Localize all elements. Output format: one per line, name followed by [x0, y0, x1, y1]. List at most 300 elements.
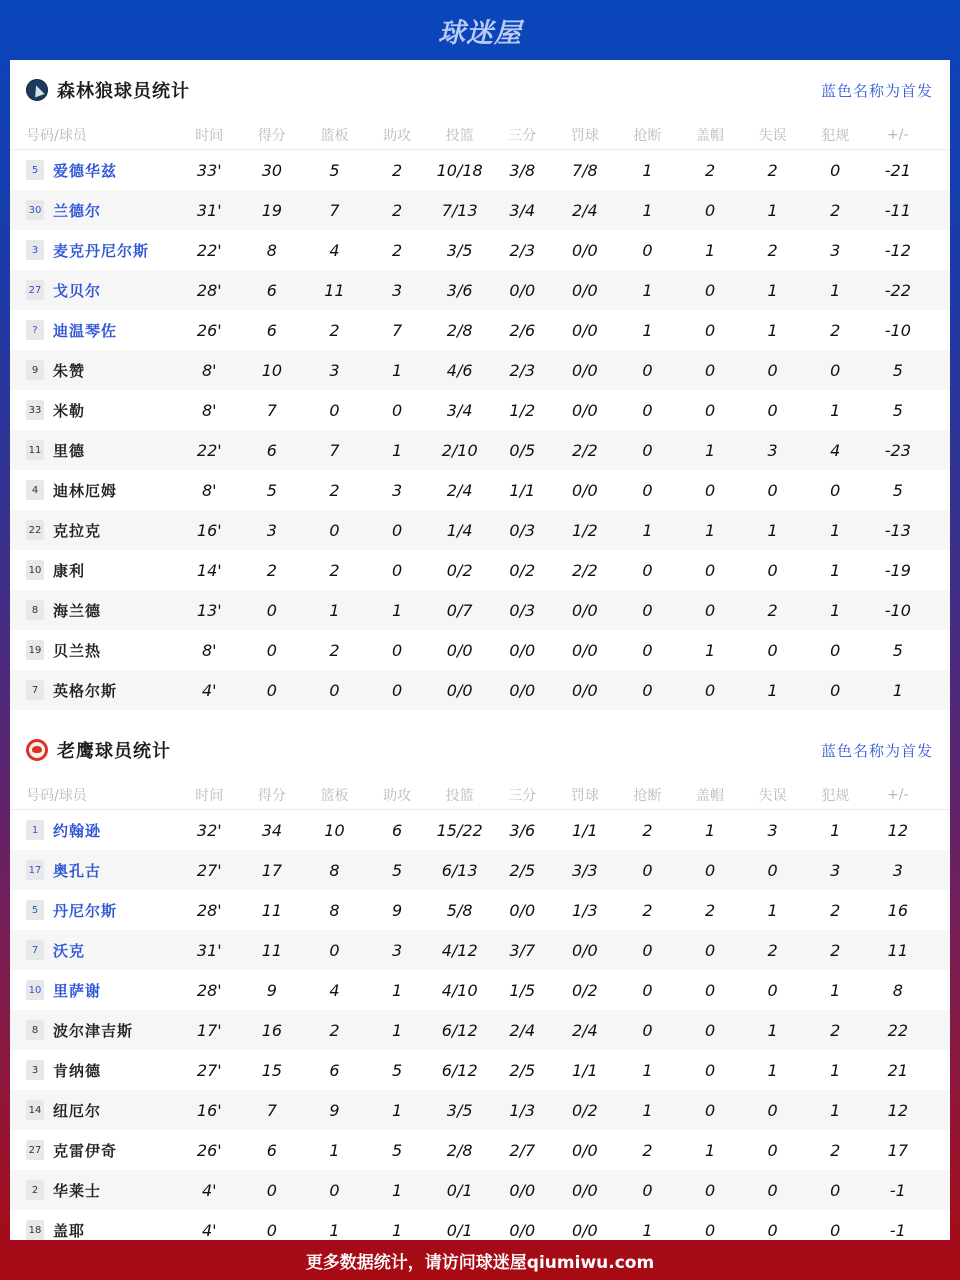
player-name[interactable]: 海兰德	[53, 601, 102, 620]
player-table-body	[10, 150, 950, 710]
stat-cell: 0	[704, 400, 716, 420]
stat-cell: 16	[261, 1020, 283, 1040]
column-header: 失误	[758, 127, 787, 144]
stat-cell: 22'	[196, 440, 222, 460]
stat-cell: 0	[642, 440, 653, 460]
jersey-icon: 7	[26, 940, 44, 960]
stat-cell: -1	[889, 1180, 906, 1200]
stat-cell: 0/0	[571, 480, 598, 500]
player-name[interactable]: 里德	[53, 441, 86, 460]
stat-cell: 2/3	[509, 240, 536, 260]
stat-cell: 28'	[196, 980, 222, 1000]
stat-cell: 2	[329, 480, 340, 500]
player-cell	[10, 600, 178, 621]
jersey-icon: 2	[26, 1180, 44, 1200]
stat-cell: 1	[642, 160, 653, 180]
player-name[interactable]: 丹尼尔斯	[53, 901, 118, 920]
stat-cell: 22'	[196, 240, 222, 260]
stat-cell: 9	[266, 980, 277, 1000]
player-row[interactable]	[10, 190, 950, 230]
column-header: 抢断	[633, 787, 662, 804]
stat-cell: 4'	[202, 1220, 217, 1240]
player-name[interactable]: 贝兰热	[53, 641, 102, 660]
stat-cell: 2	[329, 560, 340, 580]
stat-cell: 7/8	[571, 160, 598, 180]
stat-cell: 1/1	[571, 820, 598, 840]
stat-cell: 1	[767, 680, 778, 700]
stat-cell: 1/3	[571, 900, 598, 920]
team-sections	[10, 60, 950, 1250]
stat-cell: 4	[830, 440, 841, 460]
player-name[interactable]: 米勒	[53, 401, 86, 420]
team-title: 老鹰球员统计	[57, 741, 171, 762]
stat-cell: 2/2	[571, 440, 598, 460]
player-row[interactable]	[10, 670, 950, 710]
stat-cell: 34	[261, 820, 283, 840]
jersey-icon: 27	[26, 280, 44, 300]
stat-cell: 1/5	[509, 980, 536, 1000]
stat-cell: 1	[642, 200, 653, 220]
stat-cell: 9	[391, 900, 403, 920]
stat-cell: 0/0	[571, 240, 598, 260]
player-cell	[10, 360, 178, 381]
player-row[interactable]	[10, 310, 950, 350]
stat-cell: 3/4	[446, 400, 473, 420]
stat-cell: 0	[830, 360, 841, 380]
jersey-icon: 8	[26, 600, 44, 620]
stat-cell: 0/1	[446, 1220, 473, 1240]
jersey-icon: 8	[26, 1020, 44, 1040]
column-header-player: 号码/球员	[26, 127, 87, 144]
stat-cell: 19	[261, 200, 283, 220]
stat-cell: 2	[830, 320, 841, 340]
stat-cell: 0	[767, 860, 778, 880]
stat-cell: 6/13	[441, 860, 478, 880]
stat-cell: 0	[767, 360, 778, 380]
stat-cell: 3/5	[446, 1100, 473, 1120]
player-name[interactable]: 迪林厄姆	[53, 481, 118, 500]
stat-cell: 1/1	[571, 1060, 598, 1080]
stat-cell: 2	[642, 1140, 653, 1160]
stat-cell: 0/2	[571, 980, 598, 1000]
jersey-icon: 33	[26, 400, 44, 420]
player-row[interactable]	[10, 510, 950, 550]
player-cell	[10, 1180, 178, 1201]
player-row[interactable]	[10, 930, 950, 970]
stat-cell: -12	[884, 240, 911, 260]
stat-cell: 0	[642, 480, 653, 500]
stat-cell: 5	[892, 360, 903, 380]
stat-cell: 1	[767, 200, 778, 220]
stat-cell: 0/3	[509, 520, 536, 540]
stat-cell: 2	[329, 1020, 340, 1040]
stat-cell: 0	[767, 640, 778, 660]
stat-cell: 11	[887, 940, 908, 960]
stat-cell: 1	[329, 600, 340, 620]
stat-cell: 8'	[202, 480, 217, 500]
column-header-player: 号码/球员	[26, 787, 87, 804]
stat-cell: 4'	[202, 680, 217, 700]
player-cell	[10, 980, 178, 1001]
stat-cell: 2	[767, 240, 778, 260]
stat-cell: 0	[642, 940, 653, 960]
stat-cell: 2	[329, 640, 340, 660]
column-header: 三分	[508, 127, 537, 144]
stat-cell: 27'	[196, 860, 222, 880]
stat-cell: -10	[884, 600, 911, 620]
column-header: 三分	[508, 787, 537, 804]
player-cell	[10, 860, 178, 881]
column-header: 篮板	[320, 127, 349, 144]
stat-cell: 0	[767, 1140, 778, 1160]
stat-cell: 0	[704, 280, 716, 300]
stat-cell: 3/7	[509, 940, 536, 960]
stat-cell: 1	[391, 440, 403, 460]
player-cell	[10, 400, 178, 421]
stat-cell: 6	[266, 1140, 277, 1160]
stat-cell: 1	[391, 1180, 403, 1200]
hawks-logo-icon	[26, 739, 48, 761]
jersey-icon: 14	[26, 1100, 44, 1120]
column-header-row	[10, 120, 950, 150]
stat-cell: 0/0	[509, 680, 536, 700]
stat-cell: 1	[767, 320, 778, 340]
player-cell	[10, 1100, 178, 1121]
stat-cell: 1	[391, 1100, 403, 1120]
player-name[interactable]: 爱德华兹	[53, 161, 118, 180]
stat-cell: 8	[266, 240, 277, 260]
stat-cell: 0	[329, 680, 340, 700]
player-name[interactable]: 兰德尔	[53, 201, 102, 220]
stat-cell: 0	[704, 860, 716, 880]
stat-cell: 0/0	[509, 1220, 536, 1240]
player-cell	[10, 680, 178, 701]
stat-cell: 1	[704, 640, 716, 660]
stat-cell: 0	[704, 320, 716, 340]
stat-cell: 6/12	[441, 1060, 478, 1080]
jersey-icon: 19	[26, 640, 44, 660]
stat-cell: 1	[642, 280, 653, 300]
stat-cell: 1	[767, 1020, 778, 1040]
stat-cell: 0	[329, 940, 340, 960]
stat-cell: 3/8	[509, 160, 536, 180]
stat-cell: 0	[830, 1220, 841, 1240]
player-row[interactable]	[10, 270, 950, 310]
stat-cell: 2/4	[571, 1020, 598, 1040]
stat-cell: 2/4	[571, 200, 598, 220]
column-header: 投篮	[445, 127, 474, 144]
column-header: 犯规	[821, 787, 850, 804]
stat-cell: 1	[642, 320, 653, 340]
stat-cell: 1	[329, 1140, 340, 1160]
jersey-icon: 22	[26, 520, 44, 540]
stat-cell: 2	[830, 1140, 841, 1160]
stat-cell: 0	[642, 680, 653, 700]
jersey-icon: 7	[26, 680, 44, 700]
stat-cell: 8	[329, 860, 340, 880]
stat-cell: 0/0	[571, 640, 598, 660]
player-name[interactable]: 沃克	[53, 941, 86, 960]
stat-cell: 4	[329, 240, 340, 260]
column-header: 时间	[195, 787, 224, 804]
stat-cell: 0	[266, 600, 277, 620]
section-title	[26, 77, 190, 103]
player-name[interactable]: 英格尔斯	[53, 681, 118, 700]
stat-cell: 5	[892, 400, 903, 420]
stat-cell: 1	[830, 520, 841, 540]
stat-cell: 7	[329, 440, 340, 460]
stat-cell: 0/0	[446, 640, 473, 660]
player-cell	[10, 520, 178, 541]
stat-cell: 2/2	[571, 560, 598, 580]
stat-cell: 0	[767, 1100, 778, 1120]
stat-cell: 0	[266, 680, 277, 700]
stat-cell: 0	[704, 360, 716, 380]
stat-cell: 0	[830, 640, 841, 660]
stat-cell: 0/0	[571, 1220, 598, 1240]
stat-cell: 1	[830, 600, 841, 620]
stat-cell: 0	[704, 200, 716, 220]
stat-cell: 0	[391, 520, 403, 540]
timberwolves-logo-icon	[26, 79, 48, 101]
stat-cell: 0	[704, 600, 716, 620]
stat-cell: 2	[830, 940, 841, 960]
stat-cell: 0/0	[509, 280, 536, 300]
stat-cell: 8	[892, 980, 903, 1000]
stat-cell: 7/13	[441, 200, 478, 220]
player-row[interactable]	[10, 230, 950, 270]
jersey-icon: 3	[26, 240, 44, 260]
stat-cell: 0/2	[446, 560, 473, 580]
stat-cell: 0	[704, 1220, 716, 1240]
stat-cell: 0	[830, 1180, 841, 1200]
player-name[interactable]: 奥孔古	[53, 861, 102, 880]
player-name[interactable]: 戈贝尔	[53, 281, 102, 300]
stat-cell: 0/0	[509, 1180, 536, 1200]
stat-cell: 2	[830, 900, 841, 920]
stat-cell: 0	[830, 160, 841, 180]
player-name[interactable]: 约翰逊	[53, 821, 102, 840]
player-cell	[10, 320, 178, 341]
section-title	[26, 737, 171, 763]
stat-cell: 1	[830, 400, 841, 420]
stat-cell: 31'	[196, 200, 222, 220]
stat-cell: 0	[830, 480, 841, 500]
player-name[interactable]: 里萨谢	[53, 981, 102, 1000]
jersey-icon: 5	[26, 160, 44, 180]
player-name[interactable]: 肯纳德	[53, 1061, 102, 1080]
stat-cell: 2	[391, 200, 403, 220]
stat-cell: 0	[642, 240, 653, 260]
stat-cell: 1/1	[509, 480, 536, 500]
stat-cell: 0	[391, 680, 403, 700]
stat-cell: 1	[642, 1220, 653, 1240]
stat-cell: 0/0	[571, 680, 598, 700]
stat-cell: 2	[704, 160, 716, 180]
stat-cell: 7	[329, 200, 340, 220]
column-header: 得分	[257, 127, 286, 144]
player-table-body	[10, 810, 950, 1250]
team-title: 森林狼球员统计	[57, 81, 190, 102]
player-row[interactable]	[10, 150, 950, 190]
player-row[interactable]	[10, 1090, 950, 1130]
stat-cell: 7	[391, 320, 403, 340]
player-row[interactable]	[10, 390, 950, 430]
stat-cell: 0	[642, 600, 653, 620]
stat-cell: 1	[391, 980, 403, 1000]
stat-cell: 31'	[196, 940, 222, 960]
stat-cell: -13	[884, 520, 911, 540]
stats-card	[10, 60, 950, 1240]
player-row[interactable]	[10, 850, 950, 890]
stat-cell: 0	[704, 1060, 716, 1080]
player-row[interactable]	[10, 1010, 950, 1050]
player-cell	[10, 1020, 178, 1041]
player-name[interactable]: 迪温琴佐	[53, 321, 118, 340]
player-cell	[10, 280, 178, 301]
stat-cell: 26'	[196, 320, 222, 340]
player-name[interactable]: 朱赞	[53, 361, 86, 380]
stat-cell: 3/6	[446, 280, 473, 300]
brand-logo: 球迷屋	[438, 17, 522, 49]
stat-cell: 0	[391, 560, 403, 580]
stat-cell: 1/2	[509, 400, 536, 420]
stat-cell: 0	[642, 1020, 653, 1040]
stat-cell: 0	[329, 520, 340, 540]
column-header: 篮板	[320, 787, 349, 804]
stat-cell: 4	[329, 980, 340, 1000]
player-name[interactable]: 康利	[53, 561, 86, 580]
stat-cell: -22	[884, 280, 911, 300]
column-header: 盖帽	[696, 127, 725, 144]
stat-cell: 2	[391, 160, 403, 180]
stat-cell: 12	[887, 820, 908, 840]
player-row[interactable]	[10, 1170, 950, 1210]
stat-cell: 6	[266, 320, 277, 340]
stat-cell: 0	[704, 940, 716, 960]
stat-cell: 0	[704, 1020, 716, 1040]
stat-cell: 1	[830, 280, 841, 300]
stat-cell: 5	[391, 860, 403, 880]
stat-cell: 0/7	[446, 600, 473, 620]
stat-cell: 0	[391, 400, 403, 420]
stat-cell: 4/6	[446, 360, 473, 380]
stat-cell: 1	[642, 520, 653, 540]
player-name[interactable]: 纽厄尔	[53, 1101, 102, 1120]
player-row[interactable]	[10, 890, 950, 930]
jersey-icon: ?	[26, 320, 44, 340]
stat-cell: 2/5	[509, 1060, 536, 1080]
column-header: +/-	[887, 126, 909, 143]
stat-cell: 17	[887, 1140, 908, 1160]
player-row[interactable]	[10, 630, 950, 670]
column-header: 助攻	[383, 787, 412, 804]
stat-cell: 0/0	[571, 940, 598, 960]
stat-cell: 1	[767, 1060, 778, 1080]
stat-cell: 3/6	[509, 820, 536, 840]
stat-cell: 0	[642, 640, 653, 660]
column-header: 犯规	[821, 127, 850, 144]
stat-cell: 0/2	[509, 560, 536, 580]
stat-cell: 1	[767, 520, 778, 540]
player-row[interactable]	[10, 430, 950, 470]
stat-cell: 3/3	[571, 860, 598, 880]
player-row[interactable]	[10, 1130, 950, 1170]
jersey-icon: 1	[26, 820, 44, 840]
stat-cell: 4/12	[441, 940, 478, 960]
stat-cell: 1	[704, 1140, 716, 1160]
stat-cell: 1	[704, 240, 716, 260]
stat-cell: 28'	[196, 280, 222, 300]
stat-cell: 0	[767, 980, 778, 1000]
player-cell	[10, 940, 178, 961]
stat-cell: 0	[767, 1220, 778, 1240]
stat-cell: 4/10	[441, 980, 478, 1000]
team-section	[10, 60, 950, 710]
stat-cell: 0/2	[571, 1100, 598, 1120]
stat-cell: 1/3	[509, 1100, 536, 1120]
stat-cell: 6	[266, 440, 277, 460]
player-name[interactable]: 波尔津吉斯	[53, 1021, 134, 1040]
player-row[interactable]	[10, 470, 950, 510]
jersey-icon: 17	[26, 860, 44, 880]
stat-cell: 15/22	[436, 820, 483, 840]
player-row[interactable]	[10, 590, 950, 630]
player-row[interactable]	[10, 970, 950, 1010]
footer-link[interactable]: 更多数据统计，请访问球迷屋qiumiwu.com	[305, 1252, 655, 1273]
starter-legend: 蓝色名称为首发	[820, 81, 933, 100]
player-cell	[10, 1220, 178, 1241]
stat-cell: 15	[261, 1060, 283, 1080]
stat-cell: 0	[329, 1180, 340, 1200]
stat-cell: 6	[266, 280, 277, 300]
stat-cell: 11	[324, 280, 345, 300]
player-name[interactable]: 克拉克	[53, 521, 102, 540]
stat-cell: 0/0	[571, 1140, 598, 1160]
player-name[interactable]: 华莱士	[53, 1181, 102, 1200]
player-cell	[10, 820, 178, 841]
jersey-icon: 18	[26, 1220, 44, 1240]
column-header: 助攻	[383, 127, 412, 144]
stat-cell: 1	[642, 1060, 653, 1080]
player-row[interactable]	[10, 550, 950, 590]
stat-cell: 16	[887, 900, 908, 920]
stat-cell: 0	[642, 360, 653, 380]
stat-cell: 0/0	[571, 280, 598, 300]
stat-cell: 5	[391, 1140, 403, 1160]
jersey-icon: 10	[26, 560, 44, 580]
stat-cell: 0	[266, 1180, 277, 1200]
stat-cell: 6/12	[441, 1020, 478, 1040]
player-row[interactable]	[10, 810, 950, 850]
stat-cell: -19	[884, 560, 911, 580]
player-name[interactable]: 麦克丹尼尔斯	[53, 241, 150, 260]
stat-cell: 7	[266, 1100, 277, 1120]
player-name[interactable]: 盖耶	[53, 1221, 86, 1240]
stat-cell: 0/0	[446, 680, 473, 700]
stat-cell: 5	[329, 160, 340, 180]
stat-cell: 1	[767, 900, 778, 920]
player-row[interactable]	[10, 1050, 950, 1090]
stat-cell: 3/4	[509, 200, 536, 220]
stat-cell: 8	[329, 900, 340, 920]
column-header: 得分	[257, 787, 286, 804]
player-row[interactable]	[10, 350, 950, 390]
stat-cell: 1/4	[446, 520, 473, 540]
stat-cell: 0	[704, 680, 716, 700]
stat-cell: 1/2	[571, 520, 598, 540]
player-name[interactable]: 克雷伊奇	[53, 1141, 118, 1160]
